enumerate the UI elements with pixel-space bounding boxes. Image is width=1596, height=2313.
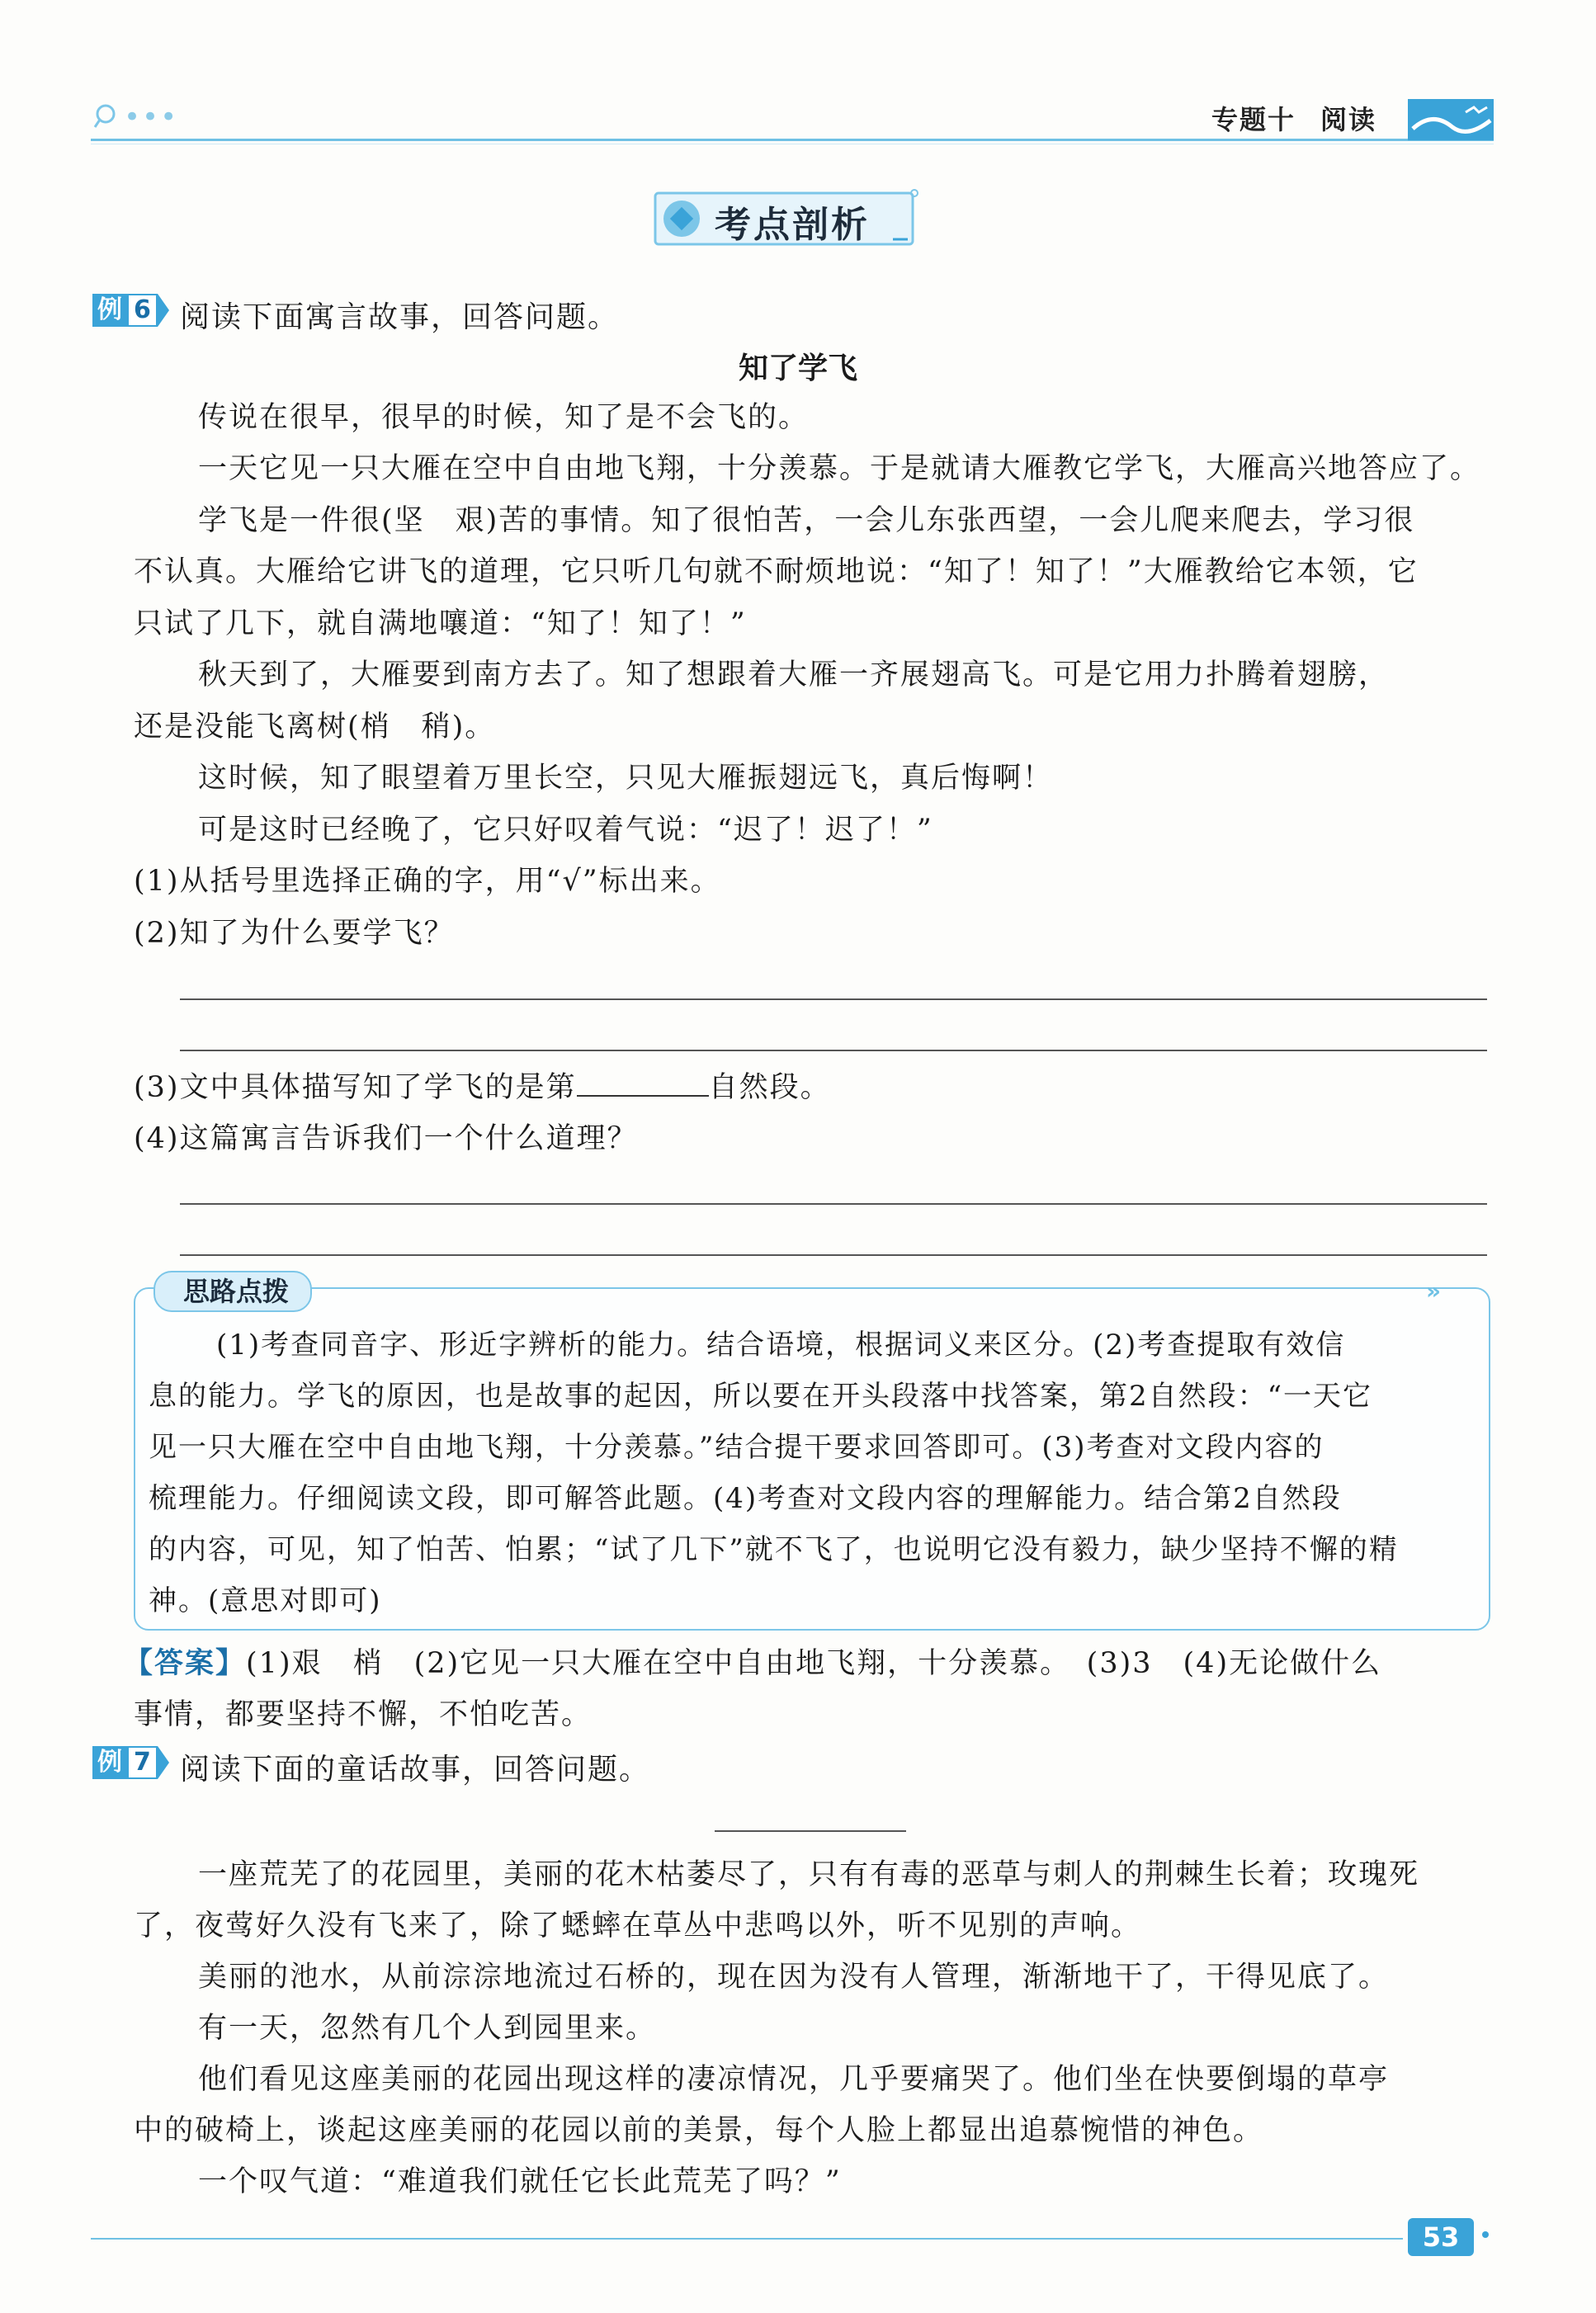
example-7-tag-prefix: 例	[92, 1746, 127, 1779]
header-subject-label: 阅读	[1320, 104, 1377, 135]
story-line: 了，夜莺好久没有飞来了，除了蟋蟀在草丛中悲鸣以外，听不见别的声响。	[134, 1909, 1142, 1942]
story-title: 知了学飞	[738, 352, 857, 385]
double-chevron-icon: »	[1426, 1277, 1442, 1305]
title-blank[interactable]	[715, 1830, 906, 1832]
question-2: (2)知了为什么要学飞？	[134, 917, 455, 950]
header-topic	[1211, 99, 1376, 137]
question-3-tail: 自然段。	[708, 1071, 831, 1104]
footer-rule	[91, 2238, 1403, 2240]
answer-text: (1)艰 梢 (2)它见一只大雁在空中自由地飞翔，十分羡慕。 (3)3 (4)无论做什么	[246, 1647, 1382, 1680]
example-6-tag-prefix: 例	[92, 294, 127, 327]
example-7-tag	[92, 1744, 169, 1781]
answer-line[interactable]	[180, 1203, 1487, 1205]
example-6-tag-num: 6	[127, 294, 158, 327]
example-7-tag-num: 7	[127, 1746, 158, 1779]
story-line: 不认真。大雁给它讲飞的道理，它只听几句就不耐烦地说：“知了！知了！”大雁教给它本领，它	[134, 555, 1419, 588]
story-line: 一个叹气道：“难道我们就任它长此荒芜了吗？”	[198, 2165, 842, 2198]
tips-line: (1)考查同音字、形近字辨析的能力。结合语境，根据词义来区分。(2)考查提取有效信	[216, 1329, 1346, 1362]
story-line: 只试了几下，就自满地嚷道：“知了！知了！”	[134, 607, 747, 640]
tips-line: 梳理能力。仔细阅读文段，即可解答此题。(4)考查对文段内容的理解能力。结合第2自然段	[149, 1482, 1342, 1515]
example-7-instruction: 阅读下面的童话故事，回答问题。	[180, 1753, 651, 1787]
answer-line-2: 事情，都要坚持不懈，不怕吃苦。	[134, 1698, 593, 1731]
header-rule	[91, 139, 1494, 141]
story-line: 美丽的池水，从前淙淙地流过石桥的，现在因为没有人管理，渐渐地干了，干得见底了。	[198, 1961, 1390, 1994]
story-line: 一座荒芜了的花园里，美丽的花木枯萎尽了，只有有毒的恶草与刺人的荆棘生长着；玫瑰死	[198, 1858, 1420, 1891]
question-4: (4)这篇寓言告诉我们一个什么道理？	[134, 1122, 638, 1155]
tips-line: 神。(意思对即可)	[149, 1584, 382, 1617]
search-icon	[92, 102, 120, 130]
answer-blank[interactable]	[577, 1070, 709, 1097]
story-line: 学飞是一件很(坚 艰)苦的事情。知了很怕苦，一会儿东张西望，一会儿爬来爬去，学习很	[198, 504, 1415, 537]
page-dot	[1482, 2231, 1489, 2238]
header-dots: •••	[124, 101, 179, 134]
answer-line[interactable]	[180, 998, 1487, 1000]
answer-line-1	[124, 1640, 1381, 1682]
story-line: 一天它见一只大雁在空中自由地飞翔，十分羡慕。于是就请大雁教它学飞，大雁高兴地答应了。	[198, 452, 1481, 485]
story-line: 这时候，知了眼望着万里长空，只见大雁振翅远飞，真后悔啊！	[198, 762, 1054, 795]
header-topic-label: 专题十	[1211, 104, 1296, 135]
tips-line: 见一只大雁在空中自由地飞翔，十分羡慕。”结合提干要求回答即可。(3)考查对文段内容的	[149, 1431, 1324, 1464]
page-number: 53	[1408, 2218, 1474, 2256]
example-6-instruction: 阅读下面寓言故事，回答问题。	[180, 300, 620, 334]
tips-line: 的内容，可见，知了怕苦、怕累；“试了几下”就不飞了，也说明它没有毅力，缺少坚持不懈的精	[149, 1533, 1399, 1566]
story-line: 传说在很早，很早的时候，知了是不会飞的。	[198, 401, 810, 434]
story-line: 还是没能飞离树(梢 稍)。	[134, 710, 496, 743]
answer-label: 【答案】	[124, 1647, 247, 1680]
story-line: 中的破椅上，谈起这座美丽的花园以前的美景，每个人脸上都显出追慕惋惜的神色。	[134, 2114, 1264, 2147]
answer-line[interactable]	[180, 1254, 1487, 1256]
story-line: 有一天，忽然有几个人到园里来。	[198, 2012, 657, 2045]
section-title: 考点剖析	[715, 204, 870, 246]
example-6-tag	[92, 292, 169, 328]
wave-logo-icon	[1408, 96, 1500, 142]
tips-line: 息的能力。学飞的原因，也是故事的起因，所以要在开头段落中找答案，第2自然段：“一天它	[149, 1380, 1373, 1413]
answer-line[interactable]	[180, 1050, 1487, 1051]
story-line: 可是这时已经晚了，它只好叹着气说：“迟了！迟了！”	[198, 814, 933, 847]
question-1: (1)从括号里选择正确的字，用“√”标出来。	[134, 865, 721, 898]
story-line: 秋天到了，大雁要到南方去了。知了想跟着大雁一齐展翅高飞。可是它用力扑腾着翅膀，	[198, 658, 1390, 692]
story-line: 他们看见这座美丽的花园出现这样的凄凉情况，几乎要痛哭了。他们坐在快要倒塌的草亭	[198, 2063, 1390, 2096]
question-3	[134, 1064, 831, 1106]
question-3-text: (3)文中具体描写知了学飞的是第	[134, 1071, 577, 1104]
tips-label: 思路点拨	[153, 1271, 312, 1312]
